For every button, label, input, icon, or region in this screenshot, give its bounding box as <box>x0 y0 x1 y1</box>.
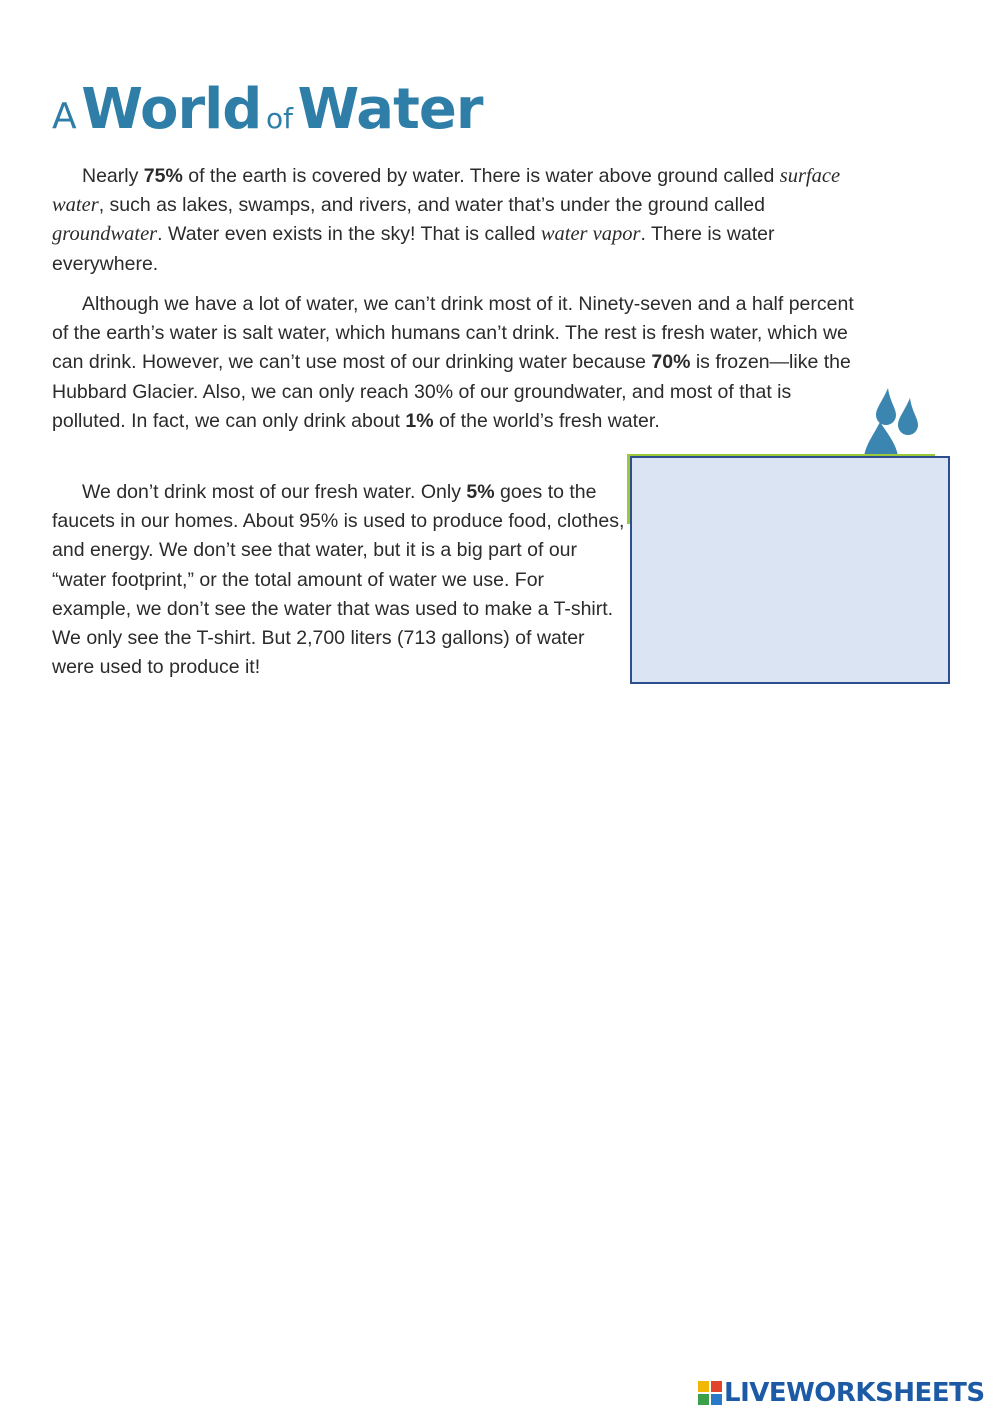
paragraph-2 <box>52 290 862 436</box>
liveworksheets-logo-icon <box>698 1381 722 1405</box>
text-run: Although we have a lot of water, we can’t drink most of it. Ninety-seven and a half percent of the earth’s water is salt water, which humans can’t drink. The rest is fresh water, which we can drink. However, we can’t use most of our drinking water because <box>52 293 854 374</box>
text-run: goes to the faucets in our homes. About 95% is used to produce food, clothes, and energy. We don’t see that water, but it is a big part of our “water footprint,” or the total amount of water we use. For example, we don’t see the water that was used to make a T-shirt. We only see the T-shirt. But 2,700 liters (713 gallons) of water were used to produce it! <box>52 481 625 679</box>
text-run: , such as lakes, swamps, and rivers, and water that’s under the ground called <box>98 194 765 217</box>
paragraph-1 <box>52 162 862 279</box>
brand-text: LIVEWORKSHEETS <box>724 1378 985 1408</box>
text-run: 75% <box>143 165 183 187</box>
answer-input-box[interactable] <box>630 456 950 684</box>
text-run: 1% <box>405 409 434 432</box>
water-drops-icon <box>860 388 930 460</box>
footer-brand <box>698 1378 985 1408</box>
title-word-world: World <box>81 77 262 142</box>
text-run: 5% <box>466 481 495 503</box>
text-run: water vapor <box>540 223 641 246</box>
text-run: surface water <box>52 165 841 217</box>
title-of: of <box>265 102 293 135</box>
paragraph-3 <box>52 478 627 682</box>
text-run: . Water even exists in the sky! That is called <box>157 223 541 246</box>
text-run: of the earth is covered by water. There is water above ground called <box>182 165 780 187</box>
title-word-water: Water <box>297 77 483 142</box>
text-run: Nearly <box>82 165 144 187</box>
text-run: groundwater <box>52 223 158 246</box>
page-title <box>52 77 483 142</box>
text-run: 70% <box>651 351 691 374</box>
text-run: . There is water everywhere. <box>52 223 775 275</box>
text-run: of the world’s fresh water. <box>433 409 660 432</box>
title-prefix: A <box>52 96 77 137</box>
text-run: is frozen—like the Hubbard Glacier. Also, we can only reach 30% of our groundwater, and most of that is polluted. In fact, we can only drink about <box>52 351 851 432</box>
text-run: We don’t drink most of our fresh water. Only <box>82 481 467 503</box>
